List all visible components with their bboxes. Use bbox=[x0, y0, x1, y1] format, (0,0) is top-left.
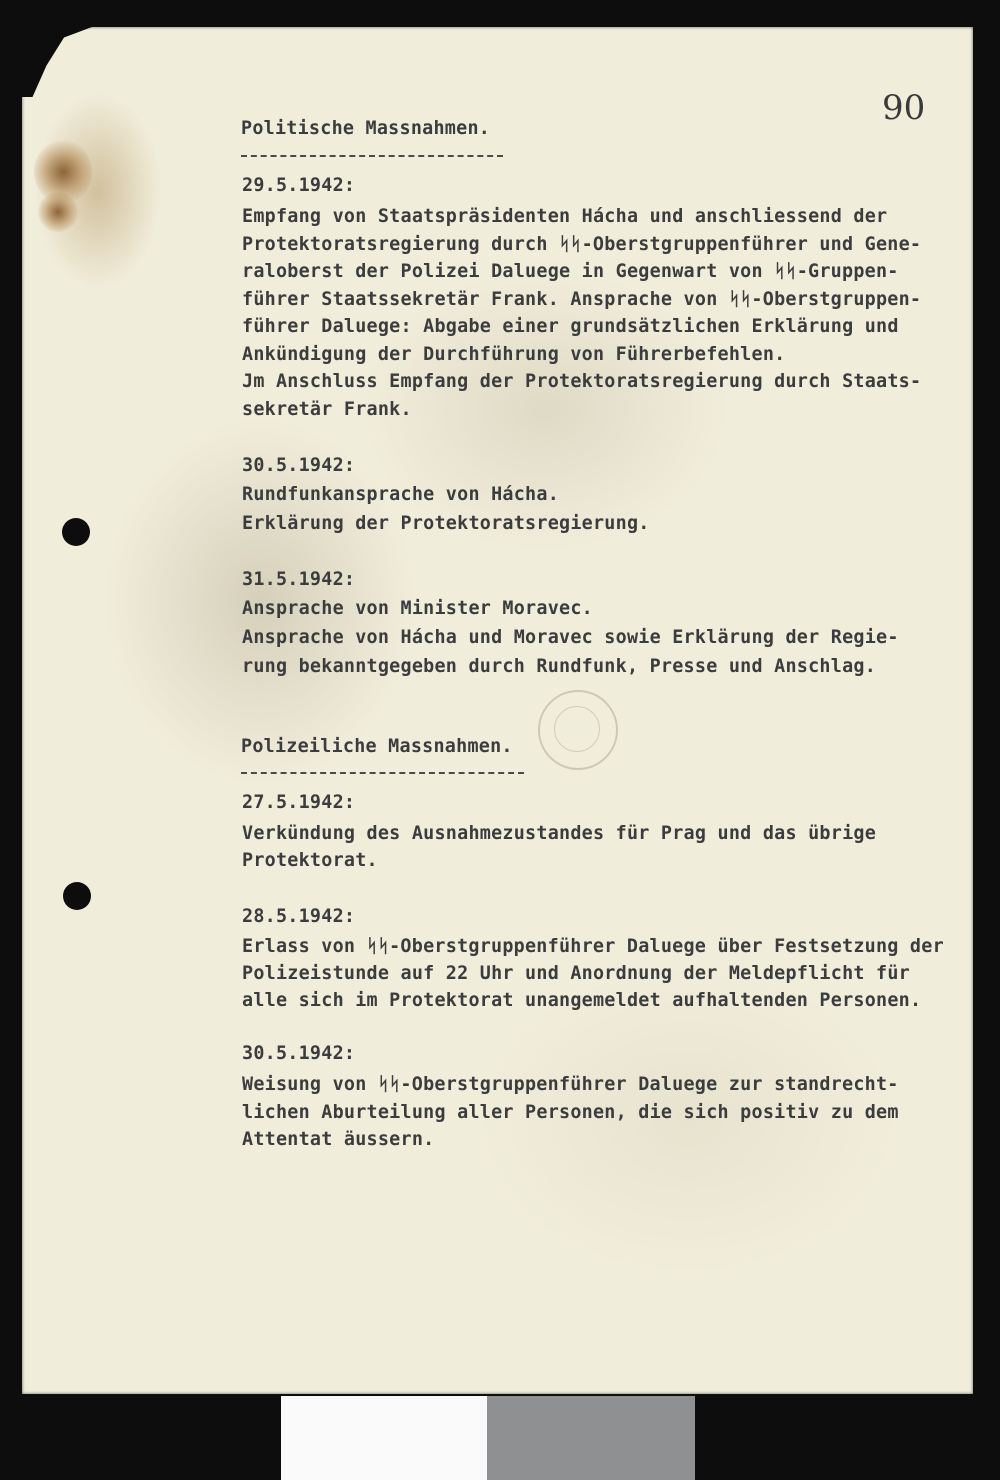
entry-line: sekretär Frank. bbox=[242, 399, 412, 420]
heading-underline bbox=[241, 772, 524, 774]
punch-hole bbox=[63, 882, 91, 910]
entry-line: Rundfunkansprache von Hácha. bbox=[242, 484, 560, 505]
archive-color-strip bbox=[281, 1396, 695, 1480]
white-patch bbox=[281, 1396, 487, 1480]
entry-date: 31.5.1942: bbox=[242, 569, 356, 590]
entry-line: Jm Anschluss Empfang der Protektoratsregierung durch Staats- bbox=[242, 371, 922, 392]
entry-line: Ankündigung der Durchführung von Führerbefehlen. bbox=[242, 344, 786, 365]
entry-line: Erlass von ᛋᛋ-Oberstgruppenführer Daluege über Festsetzung der bbox=[242, 936, 944, 957]
heading-underline bbox=[241, 155, 503, 157]
gray-patch bbox=[487, 1396, 695, 1480]
entry-line: lichen Aburteilung aller Personen, die sich positiv zu dem bbox=[242, 1102, 899, 1123]
entry-line: Erklärung der Protektoratsregierung. bbox=[242, 513, 650, 534]
entry-line: Attentat äussern. bbox=[242, 1129, 435, 1150]
entry-line: Protektoratsregierung durch ᛋᛋ-Oberstgruppenführer und Gene- bbox=[242, 234, 922, 255]
entry-line: rung bekanntgegeben durch Rundfunk, Presse und Anschlag. bbox=[242, 656, 877, 677]
entry-date: 28.5.1942: bbox=[242, 906, 356, 927]
entry-date: 30.5.1942: bbox=[242, 1043, 356, 1064]
entry-line: führer Daluege: Abgabe einer grundsätzlichen Erklärung und bbox=[242, 316, 899, 337]
entry-line: Weisung von ᛋᛋ-Oberstgruppenführer Daluege zur standrecht- bbox=[242, 1074, 899, 1095]
entry-line: Protektorat. bbox=[242, 850, 378, 871]
entry-line: alle sich im Protektorat unangemeldet aufhaltenden Personen. bbox=[242, 990, 922, 1011]
entry-date: 29.5.1942: bbox=[242, 175, 356, 196]
page-number: 90 bbox=[882, 88, 926, 128]
entry-line: Polizeistunde auf 22 Uhr und Anordnung der Meldepflicht für bbox=[242, 963, 911, 984]
entry-line: raloberst der Polizei Daluege in Gegenwart von ᛋᛋ-Gruppen- bbox=[242, 261, 899, 282]
section-heading: Politische Massnahmen. bbox=[241, 118, 491, 139]
stain-mark bbox=[38, 192, 78, 232]
entry-date: 30.5.1942: bbox=[242, 455, 356, 476]
entry-line: Verkündung des Ausnahmezustandes für Prag und das übrige bbox=[242, 823, 877, 844]
faint-stamp bbox=[538, 690, 618, 770]
entry-line: führer Staatssekretär Frank. Ansprache von ᛋᛋ-Oberstgruppen- bbox=[242, 289, 922, 310]
punch-hole bbox=[62, 518, 90, 546]
section-heading: Polizeiliche Massnahmen. bbox=[241, 736, 513, 757]
entry-date: 27.5.1942: bbox=[242, 792, 356, 813]
entry-line: Ansprache von Minister Moravec. bbox=[242, 598, 593, 619]
entry-line: Empfang von Staatspräsidenten Hácha und anschliessend der bbox=[242, 206, 888, 227]
entry-line: Ansprache von Hácha und Moravec sowie Erklärung der Regie- bbox=[242, 627, 899, 648]
